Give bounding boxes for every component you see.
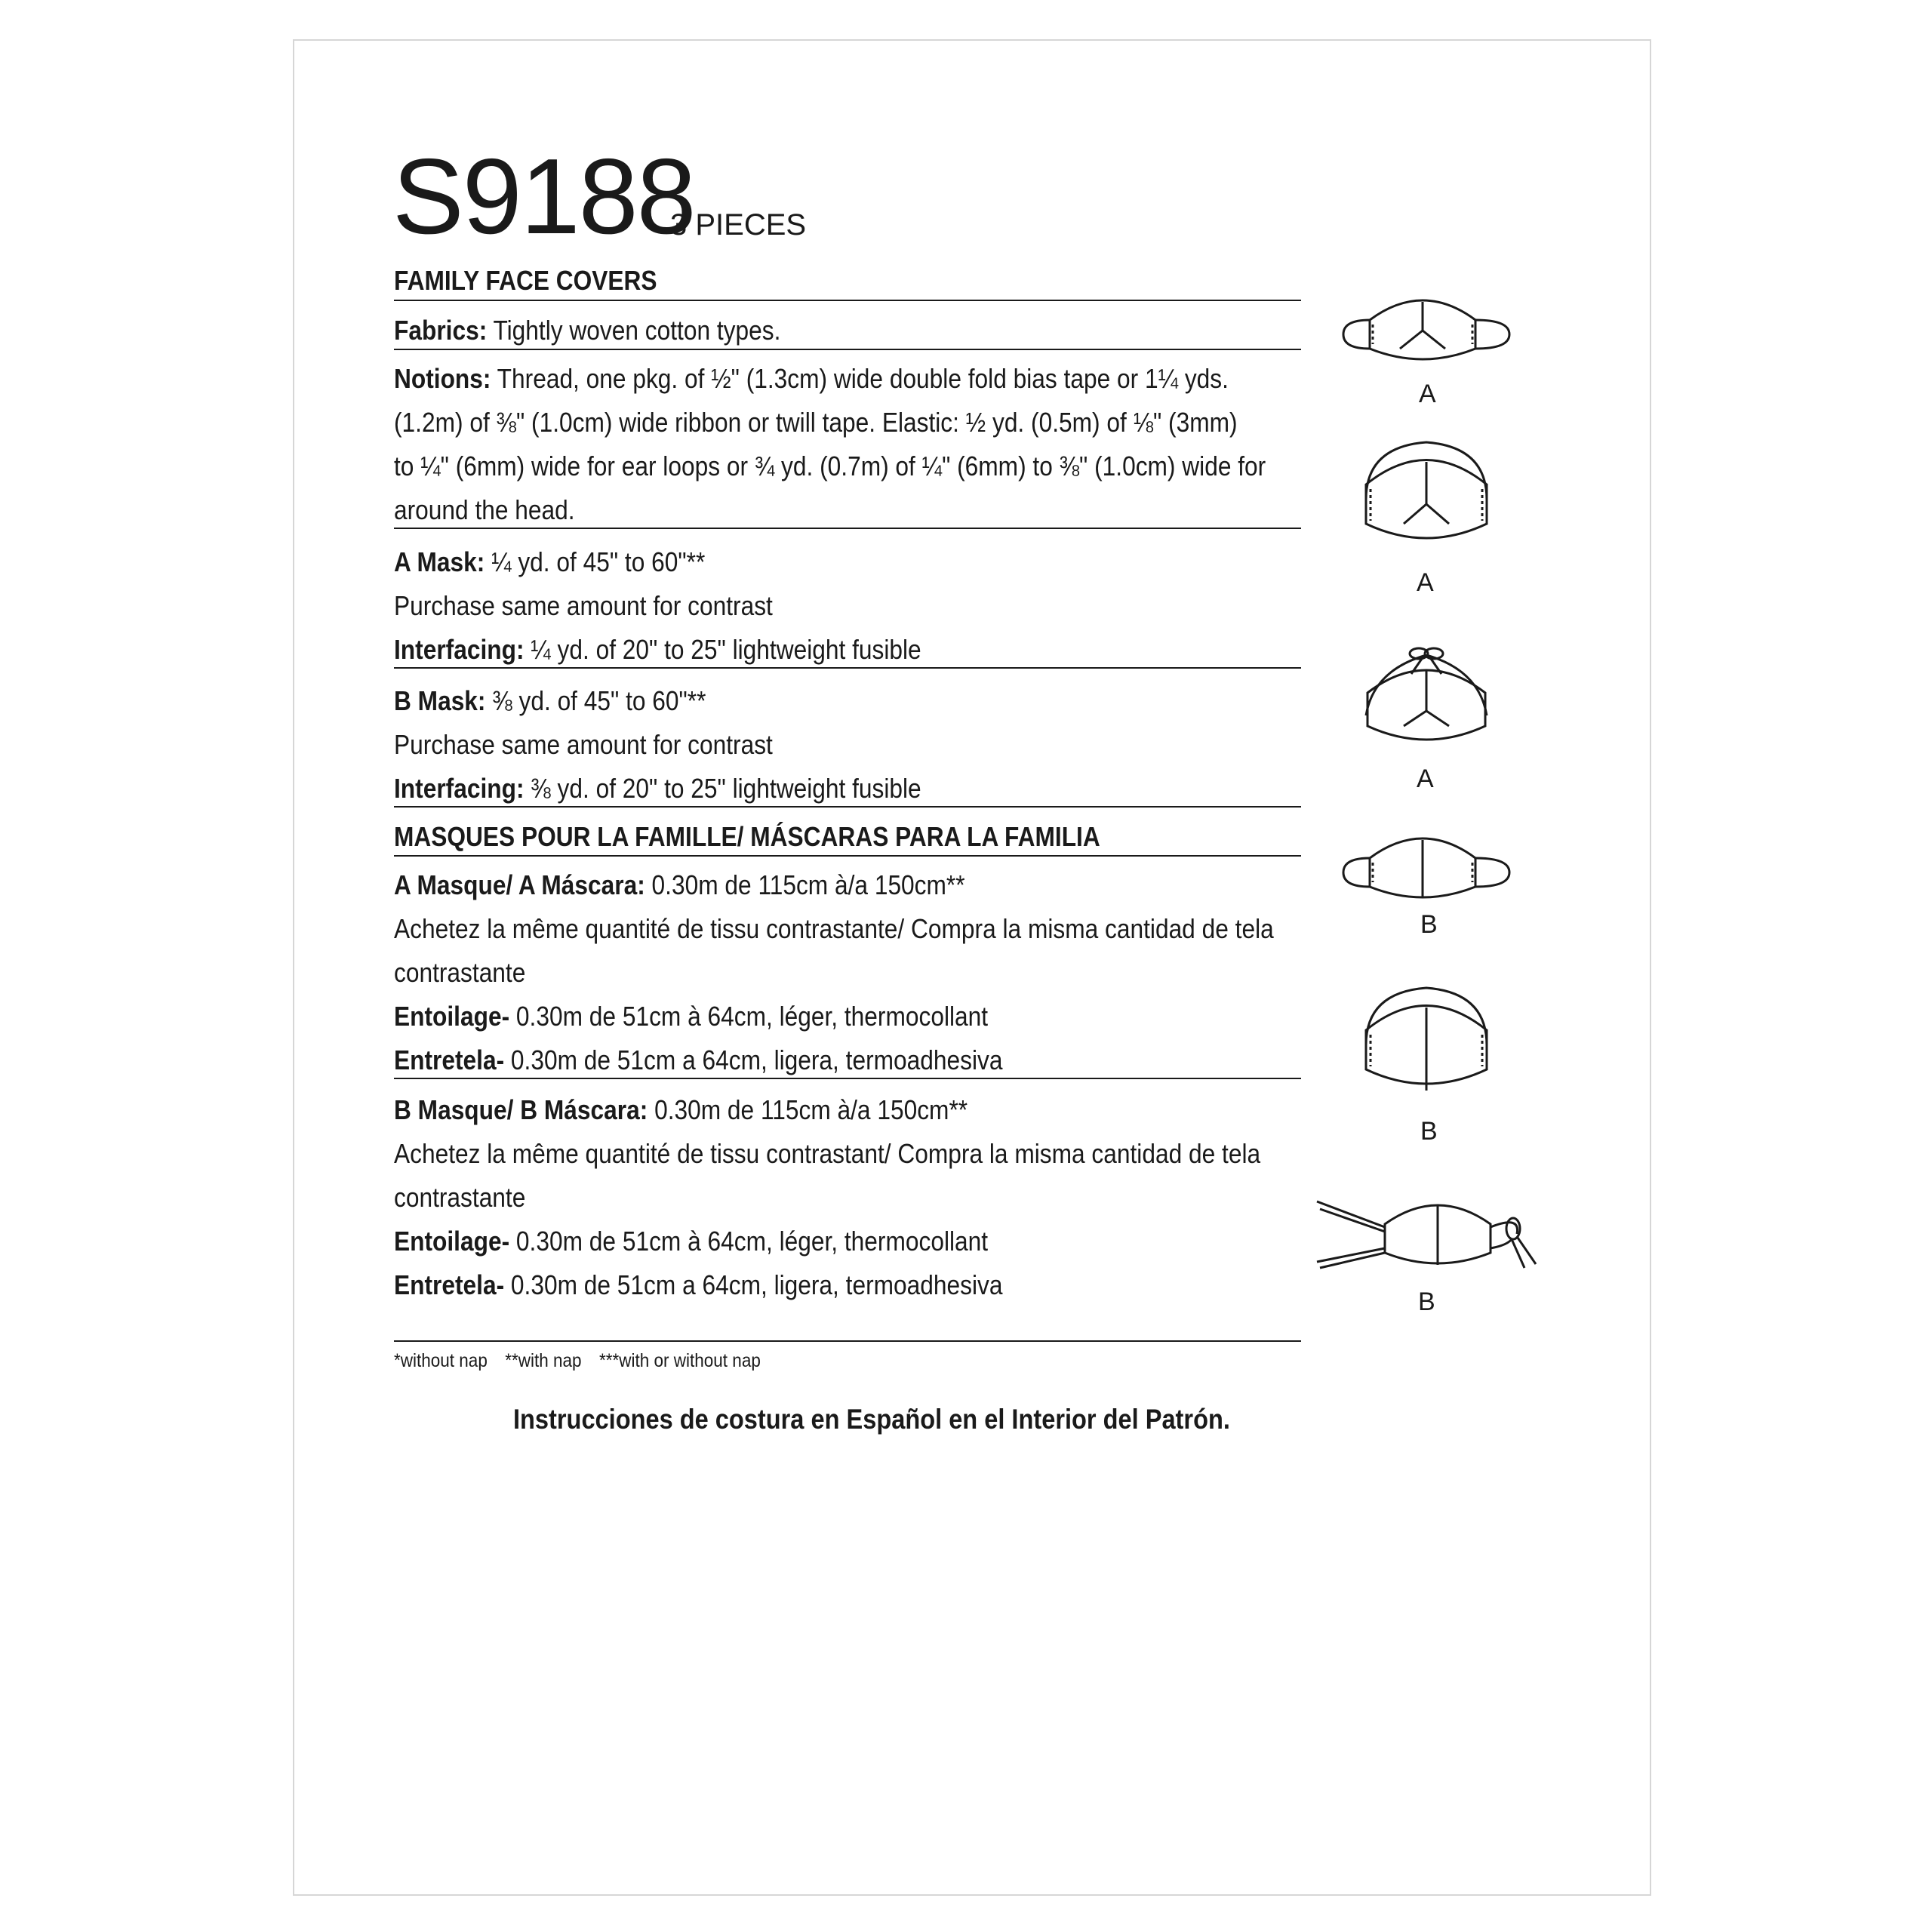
a-masque-contrast-1: Achetez la même quantité de tissu contrastante/ Compra la misma cantidad de tela xyxy=(394,913,1274,944)
view-label: A xyxy=(1419,380,1436,408)
translation-heading: MASQUES POUR LA FAMILLE/ MÁSCARAS PARA LA FAMILIA xyxy=(394,821,1100,852)
footnote-with-or-without-nap: ***with or without nap xyxy=(598,1350,761,1371)
spanish-instructions-note: Instrucciones de costura en Español en el Interior del Patrón. xyxy=(513,1404,1230,1435)
b-mask-contrast: Purchase same amount for contrast xyxy=(394,729,773,760)
view-label: B xyxy=(1420,1117,1438,1146)
b-masque-entretela: Entretela- 0.30m de 51cm a 64cm, ligera, termoadhesiva xyxy=(394,1269,1003,1300)
a-masque-entoilage: Entoilage- 0.30m de 51cm à 64cm, léger, thermocollant xyxy=(394,1001,989,1032)
notions-line-2: (1.2m) of ⅜" (1.0cm) wide ribbon or twill tape. Elastic: ½ yd. (0.5m) of ⅛" (3mm) xyxy=(394,407,1238,438)
mask-view-a-ties-icon xyxy=(1358,632,1494,753)
divider xyxy=(394,349,1301,350)
b-masque-entoilage: Entoilage- 0.30m de 51cm à 64cm, léger, thermocollant xyxy=(394,1226,989,1257)
divider xyxy=(394,528,1301,529)
mask-view-a-ear-loops-icon xyxy=(1340,296,1513,371)
b-masque-yardage: B Masque/ B Máscara: 0.30m de 115cm à/a 150cm** xyxy=(394,1094,968,1125)
footnote-with-nap: **with nap xyxy=(505,1350,582,1371)
divider xyxy=(394,806,1301,808)
divider xyxy=(394,1340,1301,1342)
b-mask-interfacing: Interfacing: ⅜ yd. of 20" to 25" lightweight fusible xyxy=(394,773,921,804)
divider xyxy=(394,667,1301,669)
view-label: A xyxy=(1417,568,1434,597)
footnote-without-nap: *without nap xyxy=(394,1350,488,1371)
a-masque-yardage: A Masque/ A Máscara: 0.30m de 115cm à/a 150cm** xyxy=(394,869,965,900)
a-mask-contrast: Purchase same amount for contrast xyxy=(394,590,773,621)
a-mask-interfacing: Interfacing: ¼ yd. of 20" to 25" lightweight fusible xyxy=(394,634,921,665)
notions-line-4: around the head. xyxy=(394,494,575,525)
b-masque-contrast-1: Achetez la même quantité de tissu contrastant/ Compra la misma cantidad de tela xyxy=(394,1138,1261,1169)
divider xyxy=(394,855,1301,857)
mask-view-b-headband-icon xyxy=(1358,985,1494,1098)
b-mask-yardage: B Mask: ⅜ yd. of 45" to 60"** xyxy=(394,685,706,716)
pattern-number: S9188 xyxy=(392,137,695,257)
a-mask-yardage: A Mask: ¼ yd. of 45" to 60"** xyxy=(394,546,706,577)
mask-view-a-headband-icon xyxy=(1358,439,1494,552)
notions-line-3: to ¼" (6mm) wide for ear loops or ¾ yd. (0.7m) of ¼" (6mm) to ⅜" (1.0cm) wide for xyxy=(394,451,1266,481)
mask-view-b-ties-icon xyxy=(1309,1192,1543,1283)
fabrics-line: Fabrics: Tightly woven cotton types. xyxy=(394,315,781,346)
divider xyxy=(394,300,1301,301)
notions-line-1: Notions: Thread, one pkg. of ½" (1.3cm) wide double fold bias tape or 1¼ yds. xyxy=(394,363,1229,394)
b-masque-contrast-2: contrastante xyxy=(394,1182,526,1213)
pattern-title: FAMILY FACE COVERS xyxy=(394,265,657,296)
pieces-count: 3 PIECES xyxy=(670,208,807,242)
view-label: B xyxy=(1418,1287,1435,1316)
mask-view-b-ear-loops-icon xyxy=(1340,834,1513,909)
divider xyxy=(394,1078,1301,1079)
a-masque-contrast-2: contrastante xyxy=(394,957,526,988)
a-masque-entretela: Entretela- 0.30m de 51cm a 64cm, ligera, termoadhesiva xyxy=(394,1044,1003,1075)
footnotes xyxy=(394,1350,778,1372)
view-label: A xyxy=(1417,764,1434,793)
view-label: B xyxy=(1420,910,1438,939)
